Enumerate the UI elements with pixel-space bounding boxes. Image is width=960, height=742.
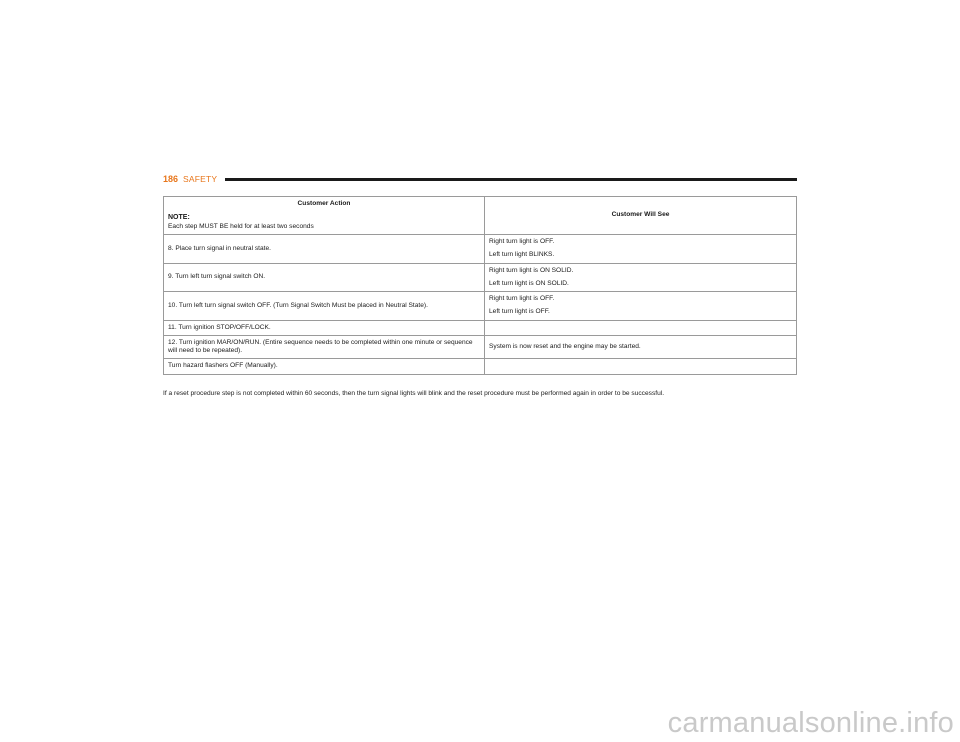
table-header-row xyxy=(164,197,797,235)
column-header-customer-will-see: Customer Will See xyxy=(485,197,797,235)
result-cell xyxy=(485,359,797,374)
result-line: Right turn light is OFF. xyxy=(489,238,555,246)
page-header xyxy=(163,172,797,186)
result-cell xyxy=(485,235,797,263)
column-header-customer-action xyxy=(164,197,485,235)
note-label: NOTE: xyxy=(168,214,190,222)
customer-action-title: Customer Action xyxy=(297,200,351,207)
result-cell xyxy=(485,320,797,335)
action-cell: 9. Turn left turn signal switch ON. xyxy=(164,263,485,291)
action-cell: 10. Turn left turn signal switch OFF. (Turn Signal Switch Must be placed in Neutral State). xyxy=(164,292,485,320)
section-title: SAFETY xyxy=(183,174,218,184)
result-line: System is now reset and the engine may be started. xyxy=(489,342,641,350)
result-line: Right turn light is ON SOLID. xyxy=(489,266,574,274)
action-cell: Turn hazard flashers OFF (Manually). xyxy=(164,359,485,374)
reset-procedure-table xyxy=(163,196,797,375)
table-row xyxy=(164,359,797,374)
table-row xyxy=(164,320,797,335)
table-row xyxy=(164,335,797,358)
watermark-text: carmanualsonline.info xyxy=(667,707,954,739)
note-text: Each step MUST BE held for at least two seconds xyxy=(168,222,314,230)
result-cell xyxy=(485,263,797,291)
table-row xyxy=(164,292,797,320)
table-row xyxy=(164,235,797,263)
result-line: Left turn light is OFF. xyxy=(489,308,550,316)
action-cell: 11. Turn ignition STOP/OFF/LOCK. xyxy=(164,320,485,335)
reset-footnote: If a reset procedure step is not completed within 60 seconds, then the turn signal lights will blink and the reset procedure must be performed again in order to be successful. xyxy=(163,390,665,397)
result-line: Left turn light is ON SOLID. xyxy=(489,279,569,287)
result-line: Left turn light BLINKS. xyxy=(489,251,555,259)
action-cell: 8. Place turn signal in neutral state. xyxy=(164,235,485,263)
result-cell xyxy=(485,292,797,320)
result-cell xyxy=(485,335,797,358)
header-rule xyxy=(225,178,797,181)
result-line: Right turn light is OFF. xyxy=(489,295,555,303)
table-row xyxy=(164,263,797,291)
page-number: 186 xyxy=(163,174,179,184)
action-cell: 12. Turn ignition MAR/ON/RUN. (Entire sequence needs to be completed within one minute or sequence will need to be repeated). xyxy=(164,335,485,358)
